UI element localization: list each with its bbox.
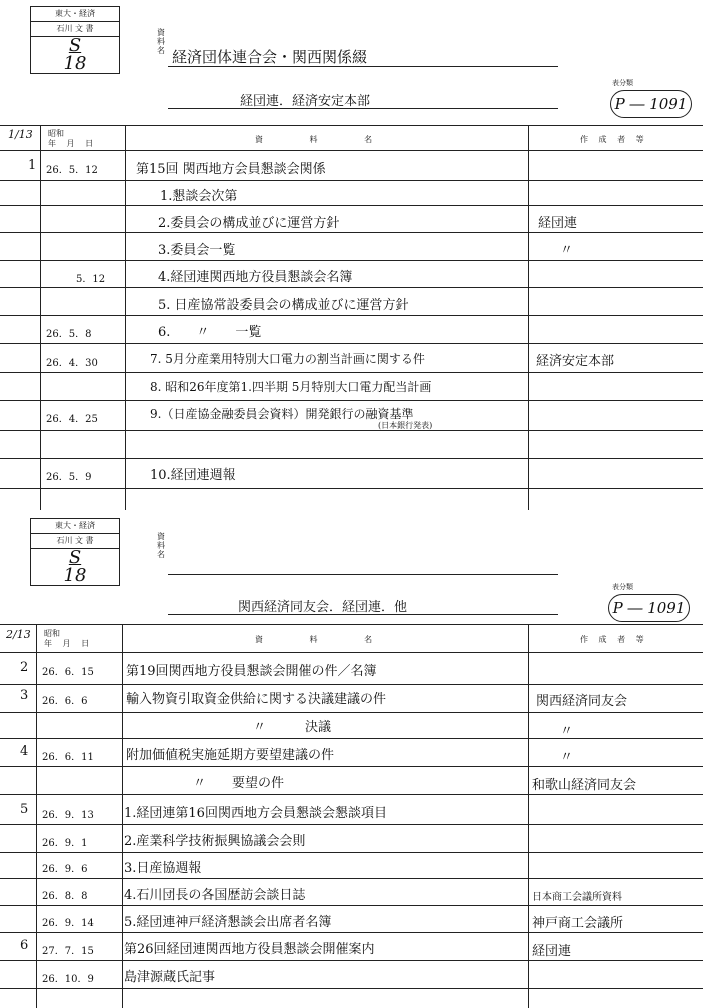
column-rule [528,125,529,510]
entry-title: 7. 5月分産業用特別大口電力の割当計画に関する件 [150,352,425,366]
entry-date: 26．5．8 [46,329,92,340]
entry-title: 第19回関西地方役員懇談会開催の件／名簿 [126,664,377,679]
entry-date: 26．5．9 [46,472,92,483]
rule [0,180,703,181]
entry-author: 和歌山経済同友会 [532,778,637,793]
rule [0,624,703,625]
rule [0,766,703,767]
archive-stamp [30,6,120,74]
entry-title: 2.委員会の構成並びに運営方針 [158,216,340,231]
entry-title: 6. 〃 一覧 [158,325,262,340]
rule [0,852,703,853]
rule [0,372,703,373]
rule [0,260,703,261]
entry-date: 26．9．13 [42,810,94,821]
entry-number: 5 [20,802,29,817]
class-label: 表分類 [612,583,633,591]
rule [0,287,703,288]
column-rule [122,624,123,1008]
entry-date: 26．9．1 [42,838,88,849]
stamp-symbol-top: S [68,35,82,56]
stamp-line-2: 石川 文 書 [31,22,119,37]
class-mark: P ― 1091 [608,594,690,622]
entry-date: 26．10．9 [42,974,94,985]
entry-date: 26．6．15 [42,667,94,678]
rule [0,794,703,795]
subtitle-underline [168,614,558,615]
rule [0,878,703,879]
entry-author: 経団連 [532,944,572,959]
rule [0,430,703,431]
rule [0,684,703,685]
title-underline [168,66,558,67]
entry-date: 26．4．25 [46,414,98,425]
entry-author: 経団連 [538,216,578,231]
stamp-symbol-bottom: 18 [63,53,87,74]
column-rule [125,125,126,510]
stamp-line-1: 東大・経済 [31,519,119,534]
rule [0,824,703,825]
stamp-symbol-bottom: 18 [63,565,87,586]
entry-title: 5.経団連神戸経済懇談会出席者名簿 [124,915,332,930]
volume-title: 経済団体連合会・関西関係綴 [172,48,368,66]
entry-title: 8. 昭和26年度第1.四半期 5月特別大口電力配当計画 [150,380,432,394]
column-rule [528,624,529,1008]
entry-date: 26．6．11 [42,752,94,763]
entry-title: 島津源蔵氏記事 [124,970,216,985]
rule [0,652,703,653]
rule [0,232,703,233]
volume-subtitle: 経団連．経済安定本部 [240,94,371,109]
entry-number: 6 [20,938,29,953]
entry-number: 2 [20,660,29,675]
column-rule [40,125,41,510]
entry-note: (日本銀行発表) [378,421,433,430]
rule [0,458,703,459]
header-era: 昭和 [48,129,64,138]
stamp-symbol-top: S [68,547,82,568]
stamp-symbol [31,37,119,73]
entry-author: 〃 [560,750,574,765]
entry-title: 3.委員会一覧 [158,243,236,258]
entry-date: 26．9．6 [42,864,88,875]
entry-author: 神戸商工会議所 [532,916,624,931]
catalog-sheet-2 [0,510,703,1008]
stamp-symbol [31,549,119,585]
rule [0,988,703,989]
rule [0,738,703,739]
title-underline [168,574,558,575]
entry-author: 〃 [560,724,574,739]
header-author: 作 成 者 等 [580,135,648,144]
class-label: 表分類 [612,79,633,87]
sheet-number: 2/13 [6,628,31,641]
header-author: 作 成 者 等 [580,635,648,644]
entry-author: 日本商工会議所資料 [532,892,622,903]
entry-title: 第15回 関西地方会員懇談会関係 [136,162,326,177]
entry-title: 〃 決議 [240,720,332,735]
entry-author: 関西経済同友会 [536,694,628,709]
header-era: 昭和 [44,629,60,638]
header-date: 年 月 日 [48,139,98,148]
sheet-number: 1/13 [8,128,33,141]
entry-title: 2.産業科学技術振興協議会会則 [124,834,306,849]
rule [0,932,703,933]
rule [0,205,703,206]
entry-date: 26．5．12 [46,165,98,176]
shiryo-label: 資料名 [157,532,165,559]
entry-title: 4.経団連関西地方役員懇談会名簿 [158,270,353,285]
header-date: 年 月 日 [44,639,94,648]
class-mark: P ― 1091 [610,90,692,118]
entry-title: 1.経団連第16回関西地方会員懇談会懇談項目 [124,806,387,821]
header-name: 資 料 名 [255,135,395,144]
rule [0,315,703,316]
subtitle-underline [168,108,558,109]
rule [0,150,703,151]
entry-title: 4.石川団長の各国歴訪会談日誌 [124,888,306,903]
entry-number: 4 [20,744,29,759]
entry-date: 5．12 [76,274,106,285]
entry-title: 1.懇談会次第 [160,189,238,204]
rule [0,905,703,906]
entry-title: 5. 日産協常設委員会の構成並びに運営方針 [158,298,409,313]
stamp-line-2: 石川 文 書 [31,534,119,549]
volume-subtitle: 関西経済同友会．経団連．他 [238,600,408,615]
entry-number: 3 [20,688,29,703]
shiryo-label: 資料名 [157,28,165,55]
rule [0,400,703,401]
rule [0,488,703,489]
entry-number: 1 [28,158,37,173]
archive-stamp [30,518,120,586]
entry-date: 26．4．30 [46,358,98,369]
entry-title: 〃 要望の件 [180,776,285,791]
header-name: 資 料 名 [255,635,395,644]
entry-title: 附加価値税実施延期方要望建議の件 [126,748,335,763]
entry-title: 輸入物資引取資金供給に関する決議建議の件 [126,692,387,707]
entry-title: 第26回経団連関西地方役員懇談会開催案内 [124,942,375,957]
entry-title: 3.日産協週報 [124,861,202,876]
entry-author: 〃 [560,243,574,258]
entry-date: 27．7．15 [42,946,94,957]
column-rule [36,624,37,1008]
stamp-line-1: 東大・経済 [31,7,119,22]
rule [0,125,703,126]
rule [0,712,703,713]
entry-title: 9.（日産協金融委員会資料）開発銀行の融資基準 [150,407,414,421]
entry-date: 26．8．8 [42,891,88,902]
entry-title: 10.経団連週報 [150,468,236,483]
entry-author: 経済安定本部 [536,354,615,369]
rule [0,960,703,961]
entry-date: 26．9．14 [42,918,94,929]
entry-date: 26．6．6 [42,696,88,707]
rule [0,343,703,344]
